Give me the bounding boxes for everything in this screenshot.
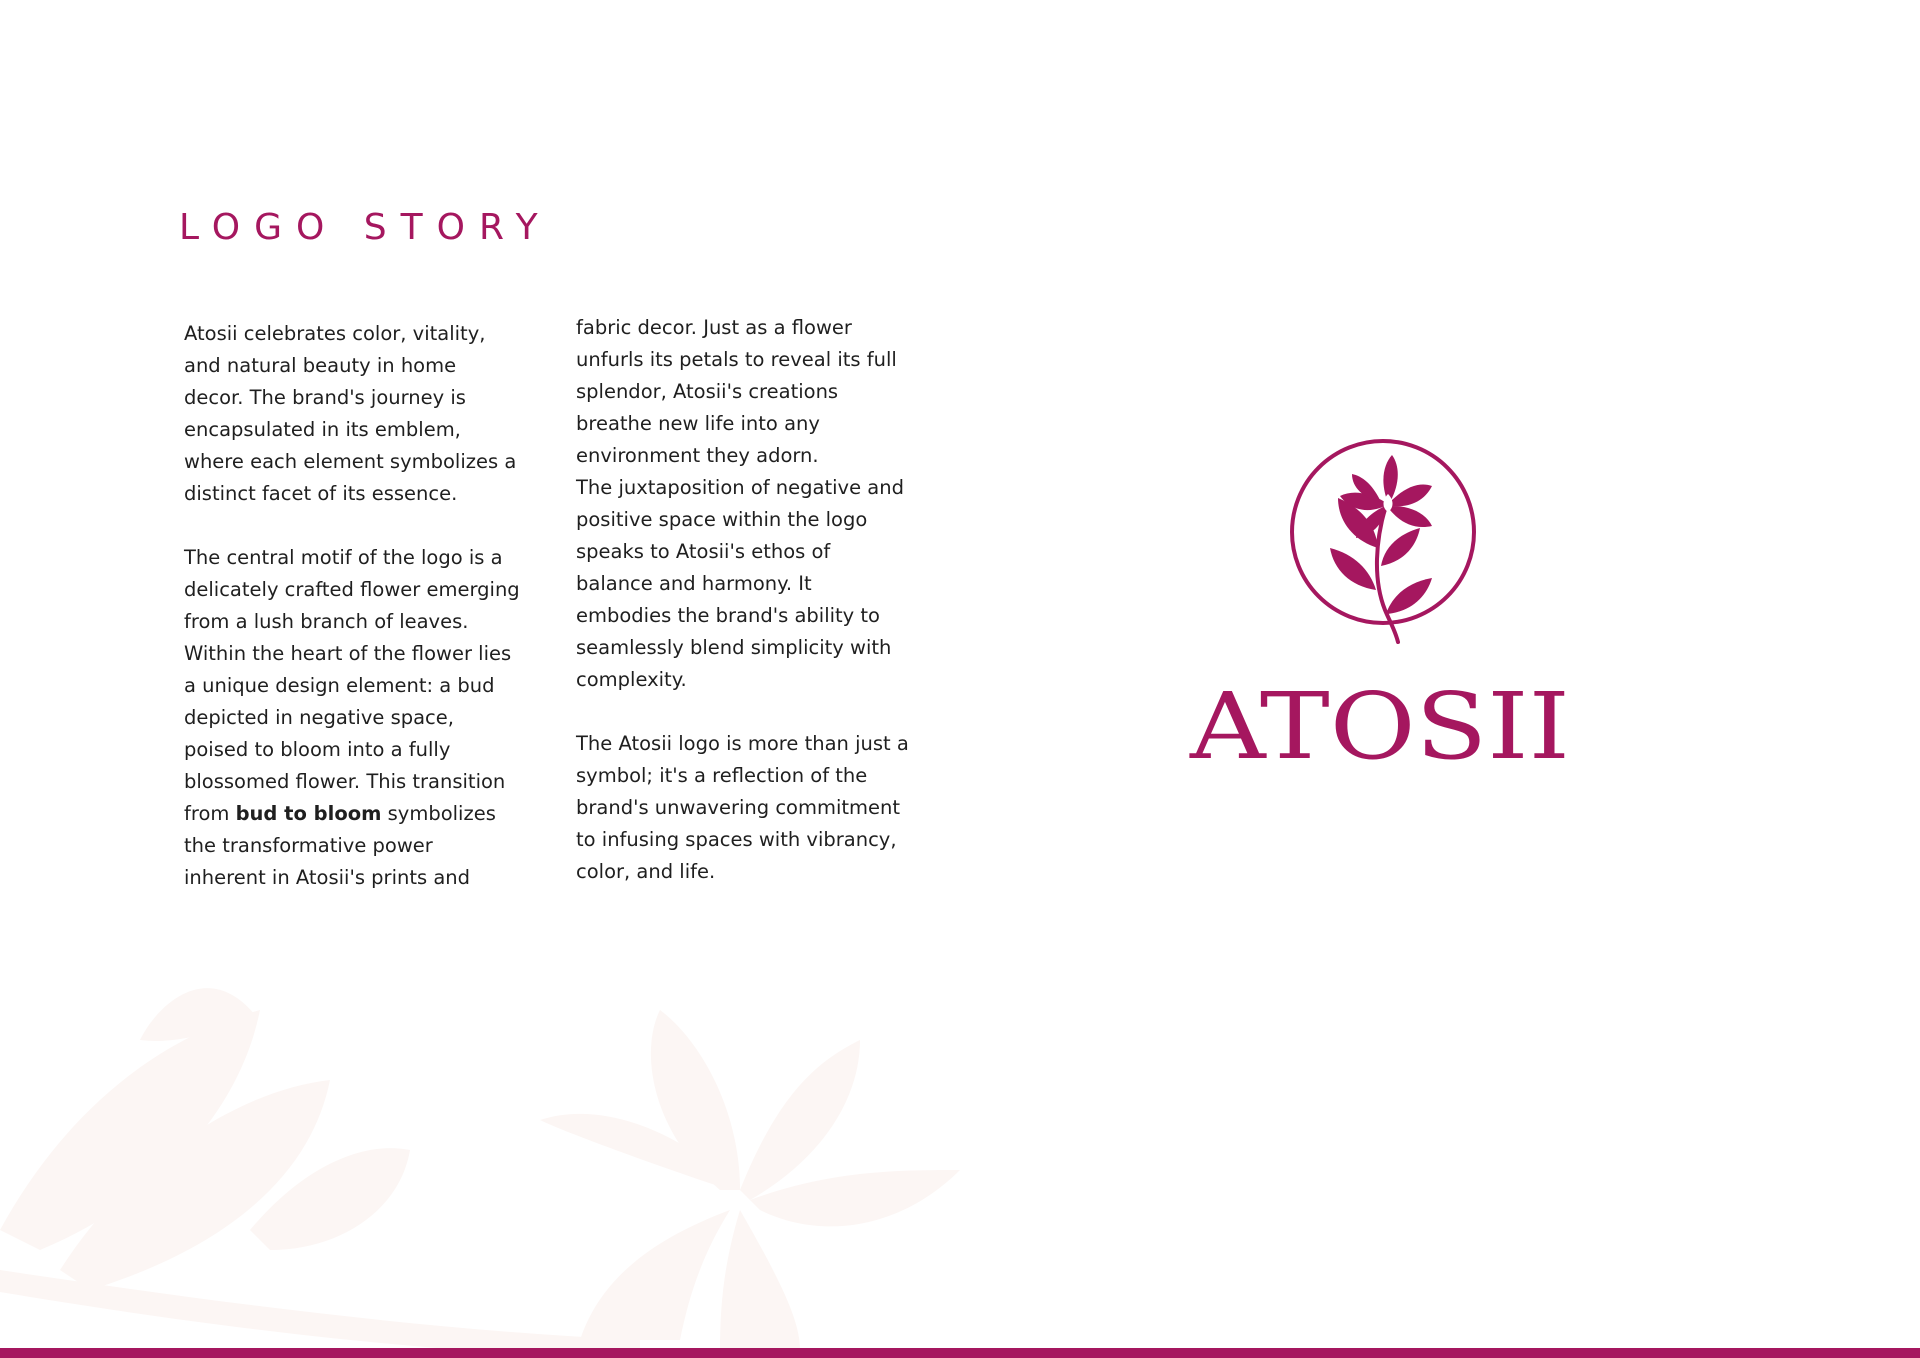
story-line: balance and harmony. It (576, 572, 812, 595)
story-line: where each element symbolizes a (184, 450, 517, 473)
bottom-accent-bar (0, 1348, 1920, 1358)
story-line: seamlessly blend simplicity with (576, 636, 892, 659)
story-text: symbolizes (381, 802, 496, 825)
story-column-1 (184, 318, 554, 894)
story-line: The juxtaposition of negative and (576, 476, 904, 499)
story-line: and natural beauty in home (184, 354, 457, 377)
story-line: the transformative power (184, 834, 433, 857)
atosii-logo (1180, 430, 1580, 770)
story-line: from a lush branch of leaves. (184, 610, 469, 633)
story-line: breathe new life into any (576, 412, 820, 435)
story-line: environment they adorn. (576, 444, 819, 467)
story-line: unfurls its petals to reveal its full (576, 348, 897, 371)
story-line: delicately crafted flower emerging (184, 578, 520, 601)
story-line: blossomed flower. This transition (184, 770, 506, 793)
story-line: Within the heart of the flower lies (184, 642, 512, 665)
story-line: fabric decor. Just as a flower (576, 316, 852, 339)
story-line: color, and life. (576, 860, 716, 883)
story-line-bold (184, 798, 554, 830)
flower-emblem-icon (1292, 441, 1474, 642)
story-text: from (184, 802, 236, 825)
story-line: a unique design element: a bud (184, 674, 495, 697)
story-line: symbol; it's a reflection of the (576, 764, 868, 787)
story-line: poised to bloom into a fully (184, 738, 451, 761)
paragraph-gap (576, 696, 966, 728)
story-line: decor. The brand's journey is (184, 386, 466, 409)
story-line: to infusing spaces with vibrancy, (576, 828, 897, 851)
paragraph-gap (184, 510, 554, 542)
story-line: encapsulated in its emblem, (184, 418, 461, 441)
story-line: positive space within the logo (576, 508, 868, 531)
page-title: LOGO STORY (179, 207, 552, 248)
story-line: depicted in negative space, (184, 706, 454, 729)
story-line: brand's unwavering commitment (576, 796, 901, 819)
bud-to-bloom-emphasis: bud to bloom (235, 802, 382, 825)
story-line: splendor, Atosii's creations (576, 380, 839, 403)
story-column-2 (576, 312, 966, 888)
story-line: distinct facet of its essence. (184, 482, 458, 505)
brand-wordmark: ATOSII (1188, 673, 1570, 770)
story-line: embodies the brand's ability to (576, 604, 880, 627)
story-line: speaks to Atosii's ethos of (576, 540, 831, 563)
story-line: The Atosii logo is more than just a (576, 732, 909, 755)
story-line: Atosii celebrates color, vitality, (184, 322, 486, 345)
story-line: complexity. (576, 668, 687, 691)
story-line: The central motif of the logo is a (184, 546, 503, 569)
story-line: inherent in Atosii's prints and (184, 866, 471, 889)
